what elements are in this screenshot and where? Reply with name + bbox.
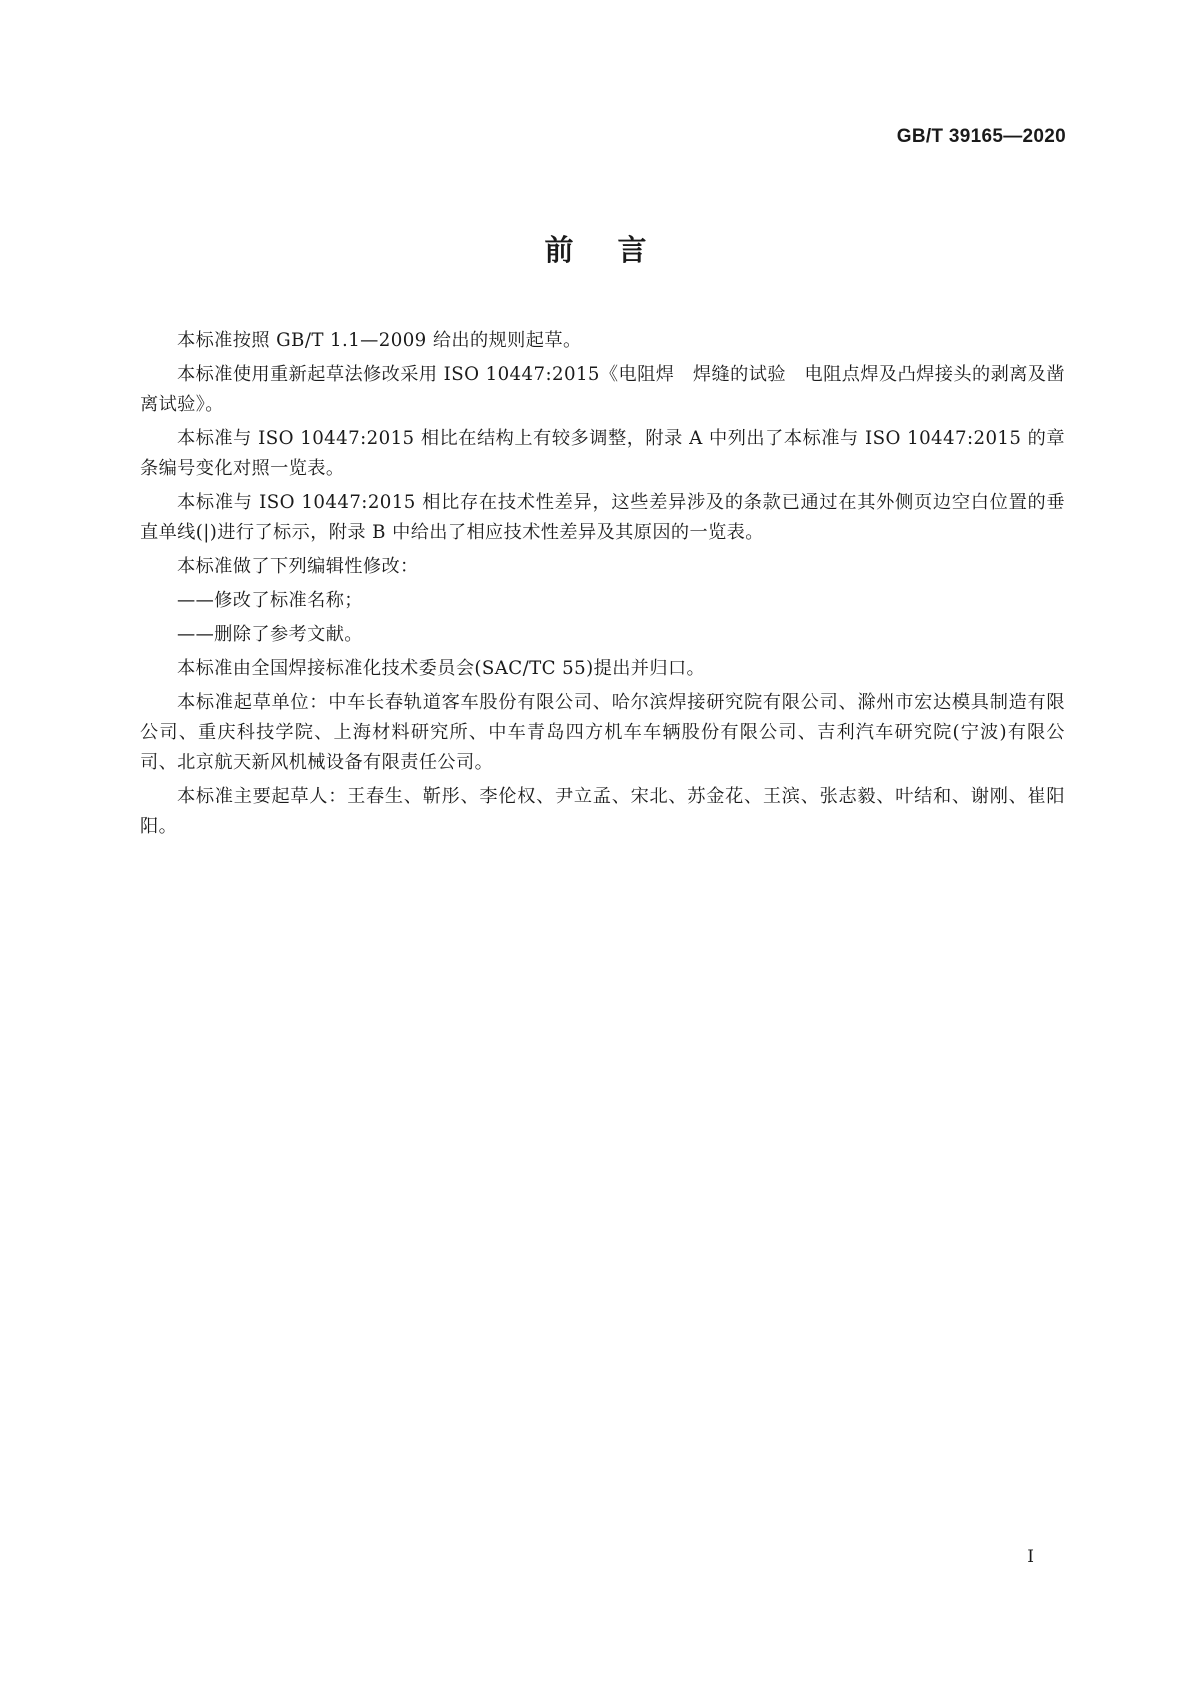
- page-title: 前言: [544, 233, 691, 267]
- paragraph-technical-differences: 本标准与 ISO 10447:2015 相比存在技术性差异，这些差异涉及的条款已通过在其外侧页边空白位置的垂直单线(|)进行了标示，附录 B 中给出了相应技术性差异及其原因的一览表。: [140, 492, 1065, 543]
- page-number: I: [1027, 1547, 1034, 1567]
- list-item-renamed-title: ——修改了标准名称；: [177, 590, 363, 611]
- list-item-removed-bibliography: ——删除了参考文献。: [177, 624, 363, 645]
- paragraph-drafting-rules: 本标准按照 GB/T 1.1—2009 给出的规则起草。: [177, 330, 582, 351]
- paragraph-structure-changes: 本标准与 ISO 10447:2015 相比在结构上有较多调整，附录 A 中列出了本标准与 ISO 10447:2015 的章条编号变化对照一览表。: [140, 428, 1065, 479]
- paragraph-drafting-organizations: 本标准起草单位：中车长春轨道客车股份有限公司、哈尔滨焊接研究院有限公司、滁州市宏达模具制造有限公司、重庆科技学院、上海材料研究所、中车青岛四方机车车辆股份有限公司、吉利汽车研究院(宁波)有限公司、北京航天新风机械设备有限责任公司。: [140, 692, 1065, 773]
- paragraph-adoption-method: 本标准使用重新起草法修改采用 ISO 10447:2015《电阻焊 焊缝的试验 电阻点焊及凸焊接头的剥离及凿离试验》。: [140, 364, 1065, 415]
- paragraph-editorial-changes: 本标准做了下列编辑性修改：: [177, 556, 419, 577]
- paragraph-proposer: 本标准由全国焊接标准化技术委员会(SAC/TC 55)提出并归口。: [177, 658, 706, 679]
- paragraph-main-drafters: 本标准主要起草人：王春生、靳彤、李伦权、尹立孟、宋北、苏金花、王滨、张志毅、叶结和、谢刚、崔阳阳。: [140, 786, 1065, 837]
- foreword-body: [140, 326, 1065, 846]
- standard-code: GB/T 39165—2020: [896, 126, 1066, 147]
